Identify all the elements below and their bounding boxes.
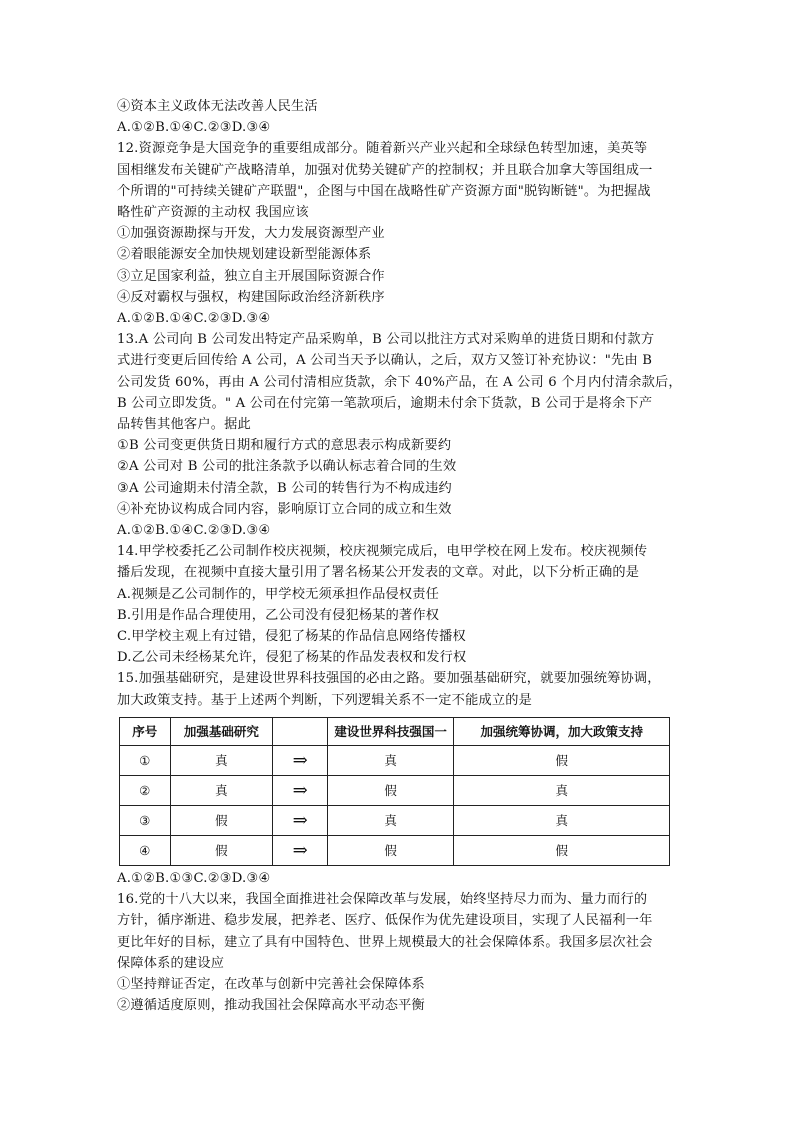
text-line: 略性矿产资源的主动权 我国应该 (117, 205, 309, 221)
table-row (120, 745, 670, 775)
text-line: 保障体系的建设应 (117, 955, 225, 971)
text-line: 播后发现，在视频中直接大量引用了署名杨某公开发表的文章。对此，以下分析正确的是 (117, 565, 640, 581)
cell-policy-support: 假 (454, 835, 670, 865)
text-line: 式进行变更后回传给 A 公司，A 公司当天予以确认，之后，双方又签订补充协议："先由 B (117, 353, 653, 369)
text-line: C.甲学校主观上有过错，侵犯了杨某的作品信息网络传播权 (117, 629, 466, 645)
header-index: 序号 (120, 717, 171, 745)
header-policy-support: 加强统筹协调，加大政策支持 (454, 717, 670, 745)
cell-basic-research: 真 (170, 745, 273, 775)
text-line: A.①②B.①③C.②③D.③④ (117, 870, 271, 886)
text-line: ①加强资源勘探与开发，大力发展资源型产业 (117, 226, 385, 242)
text-line: A.①②B.①④C.②③D.③④ (117, 120, 271, 136)
table-header-row (120, 717, 670, 745)
text-line: ②遵循适度原则，推动我国社会保障高水平动态平衡 (117, 998, 425, 1014)
text-line: 14.甲学校委托乙公司制作校庆视频，校庆视频完成后，电甲学校在网上发布。校庆视频传 (117, 544, 648, 560)
text-line: B 公司立即发货。" A 公司在付完第一笔款项后，逾期未付余下货款，B 公司于是将余下产 (117, 395, 653, 411)
row-index: ① (120, 745, 171, 775)
text-line: 加大政策支持。基于上述两个判断，下列逻辑关系不一定不能成立的是 (117, 692, 533, 708)
table-row (120, 805, 670, 835)
text-line: ④补充协议构成合同内容，影响原订立合同的成立和生效 (117, 501, 452, 517)
row-index: ② (120, 775, 171, 805)
text-line: 16.党的十八大以来，我国全面推进社会保障改革与发展，始终坚持尽力而为、量力而行的 (117, 892, 648, 908)
text-line: ②A 公司对 B 公司的批注条款予以确认标志着合同的生效 (117, 459, 457, 475)
cell-policy-support: 假 (454, 745, 670, 775)
cell-tech-power: 假 (327, 835, 454, 865)
logic-table (119, 717, 670, 866)
implies-arrow-icon: ⇒ (273, 835, 328, 865)
document-page (117, 96, 682, 1016)
cell-tech-power: 真 (327, 745, 454, 775)
text-line: A.①②B.①④C.②③D.③④ (117, 523, 271, 539)
cell-tech-power: 假 (327, 775, 454, 805)
text-line: ①坚持辩证否定，在改革与创新中完善社会保障体系 (117, 976, 425, 992)
text-line: ②着眼能源安全加快规划建设新型能源体系 (117, 247, 372, 263)
row-index: ④ (120, 835, 171, 865)
text-line: 12.资源竞争是大国竞争的重要组成部分。随着新兴产业兴起和全球绿色转型加速，美英等 (117, 141, 648, 157)
text-line: B.引用是作品合理使用，乙公司没有侵犯杨某的著作权 (117, 607, 440, 623)
header-arrow (273, 717, 328, 745)
text-line: 公司发货 60%，再由 A 公司付清相应货款，余下 40%产品，在 A 公司 6 个月内付清余款后， (117, 374, 682, 390)
implies-arrow-icon: ⇒ (273, 805, 328, 835)
text-line: ③A 公司逾期未付清全款，B 公司的转售行为不构成违约 (117, 480, 452, 496)
cell-policy-support: 真 (454, 775, 670, 805)
text-line: ④反对霸权与强权，构建国际政治经济新秩序 (117, 289, 385, 305)
row-index: ③ (120, 805, 171, 835)
text-line: 更比年好的目标，建立了具有中国特色、世界上规模最大的社会保障体系。我国多层次社会 (117, 934, 653, 950)
header-basic-research: 加强基础研究 (170, 717, 273, 745)
text-line: 13.A 公司向 B 公司发出特定产品采购单，B 公司以批注方式对采购单的进货日期和付款方 (117, 332, 655, 348)
cell-tech-power: 真 (327, 805, 454, 835)
text-line: 个所谓的"可持续关键矿产联盟"，企图与中国在战略性矿产资源方面"脱钩断链"。为把握战 (117, 183, 651, 199)
question-text-top (117, 96, 682, 711)
text-line: 国相继发布关键矿产战略清单，加强对优势关键矿产的控制权；并且联合加拿大等国组成一 (117, 162, 653, 178)
cell-policy-support: 真 (454, 805, 670, 835)
header-tech-power: 建设世界科技强国一 (327, 717, 454, 745)
text-line: 品转售其他客户。据此 (117, 417, 251, 433)
text-line: A.①②B.①④C.②③D.③④ (117, 311, 271, 327)
implies-arrow-icon: ⇒ (273, 745, 328, 775)
text-line: D.乙公司未经杨某允许，侵犯了杨某的作品发表权和发行权 (117, 650, 467, 666)
table-row (120, 835, 670, 865)
text-line: ④资本主义政体无法改善人民生活 (117, 99, 318, 114)
cell-basic-research: 真 (170, 775, 273, 805)
question-text-bottom (117, 868, 677, 1016)
text-line: ①B 公司变更供货日期和履行方式的意思表示构成新要约 (117, 438, 452, 454)
table-row (120, 775, 670, 805)
cell-basic-research: 假 (170, 835, 273, 865)
text-line: 15.加强基础研究，是建设世界科技强国的必由之路。要加强基础研究，就要加强统筹协调， (117, 671, 661, 687)
text-line: 方针，循序渐进、稳步发展，把养老、医疗、低保作为优先建设项目，实现了人民福利一年 (117, 913, 653, 929)
cell-basic-research: 假 (170, 805, 273, 835)
text-line: ③立足国家利益，独立自主开展国际资源合作 (117, 268, 385, 284)
text-line: A.视频是乙公司制作的，甲学校无须承担作品侵权责任 (117, 586, 440, 602)
implies-arrow-icon: ⇒ (273, 775, 328, 805)
